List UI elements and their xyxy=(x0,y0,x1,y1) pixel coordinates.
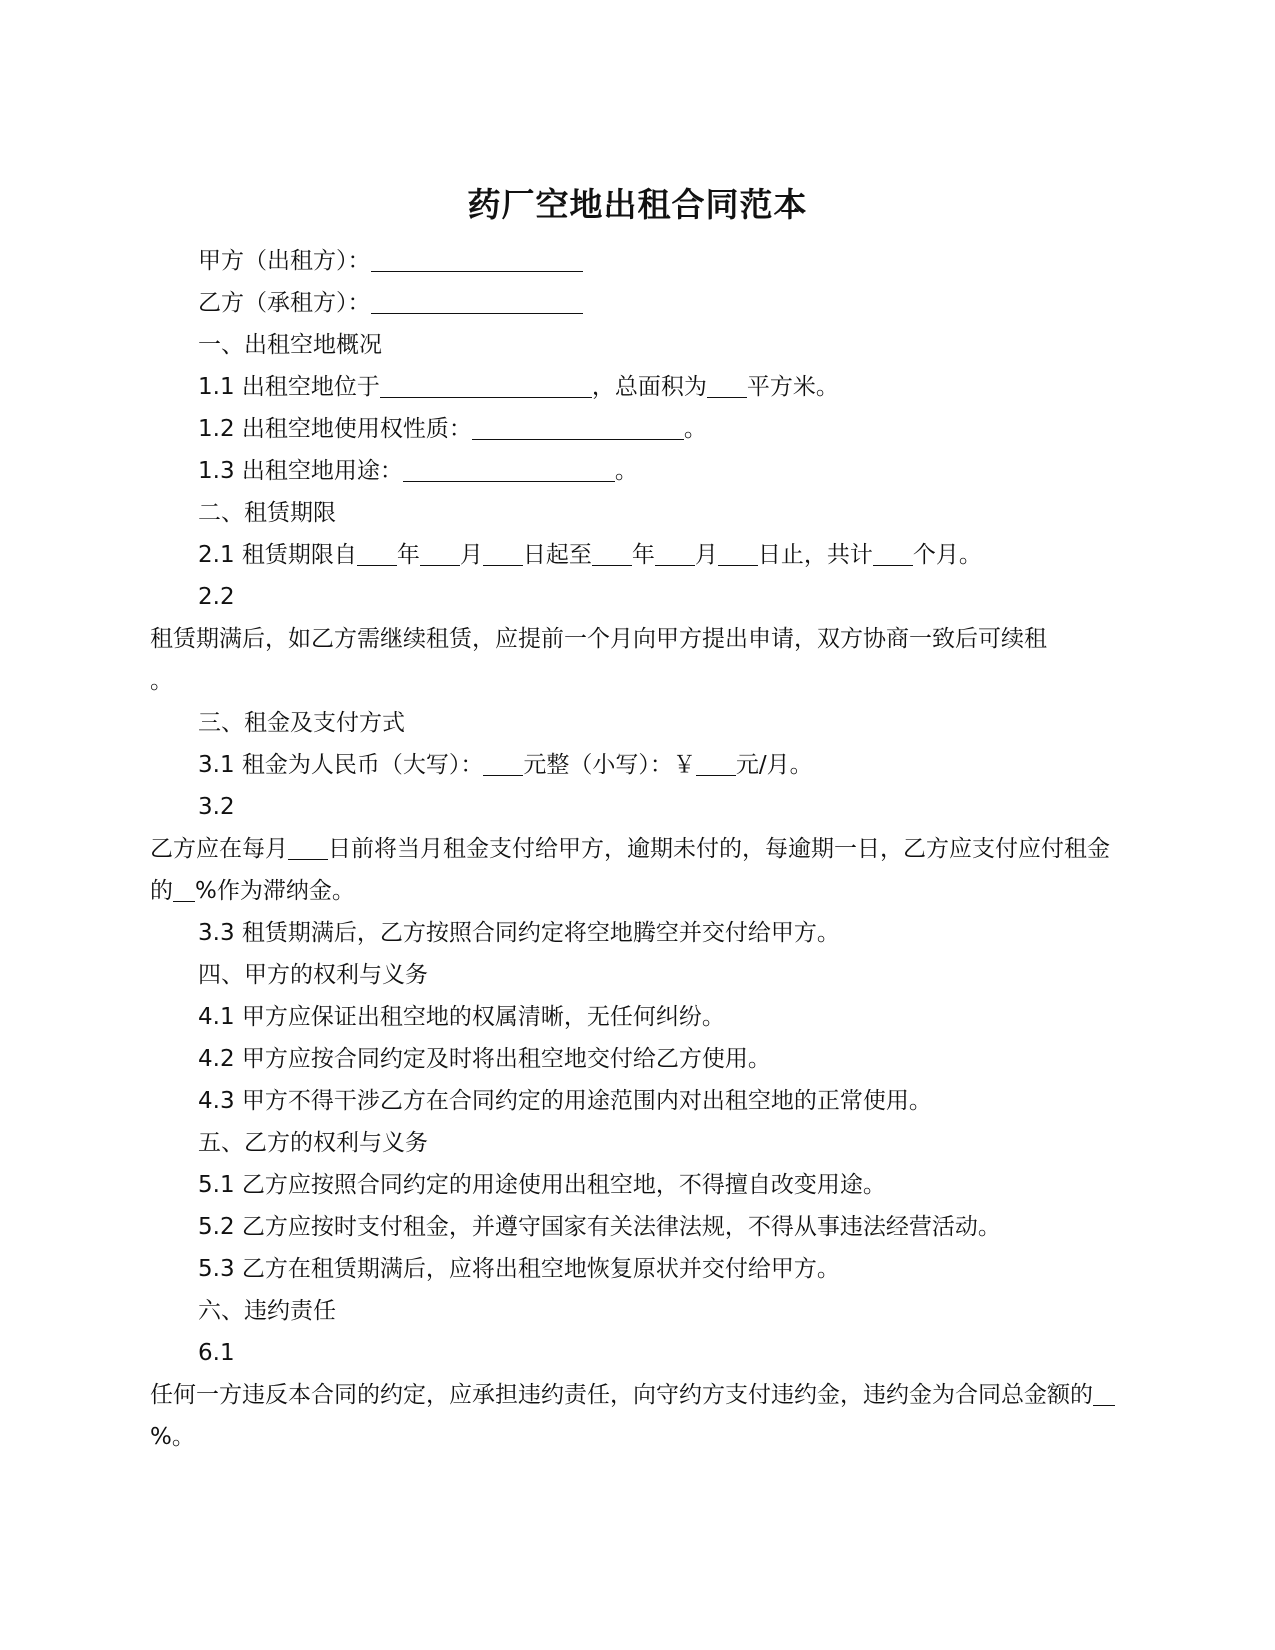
section-3-heading: 三、租金及支付方式 xyxy=(198,710,405,736)
clause-2-2-end: 。 xyxy=(150,668,173,694)
late-fee-blank xyxy=(173,875,195,902)
party-b-label: 乙方（承租方）： xyxy=(198,290,371,316)
penalty-blank xyxy=(1093,1379,1115,1406)
party-b-line xyxy=(150,282,1130,324)
end-month-label: 月 xyxy=(694,542,718,568)
clause-3-1 xyxy=(150,744,1130,786)
clause-1-1-text-a: 1.1 出租空地位于 xyxy=(198,374,380,400)
section-2-heading: 二、租赁期限 xyxy=(198,500,336,526)
clause-4-3: 4.3 甲方不得干涉乙方在合同约定的用途范围内对出租空地的正常使用。 xyxy=(198,1088,932,1114)
start-day-blank xyxy=(483,539,523,566)
clause-4-1: 4.1 甲方应保证出租空地的权属清晰，无任何纠纷。 xyxy=(198,1004,725,1030)
contract-body xyxy=(150,240,1130,1458)
clause-5-2: 5.2 乙方应按时支付租金，并遵守国家有关法律法规，不得从事违法经营活动。 xyxy=(198,1214,1001,1240)
clause-2-2-text xyxy=(150,618,1130,702)
location-blank xyxy=(380,371,592,398)
clause-2-1-text-a: 2.1 租赁期限自 xyxy=(198,542,357,568)
end-year-label: 年 xyxy=(631,542,655,568)
clause-1-2 xyxy=(150,408,1130,450)
clause-1-1-text-b: ，总面积为 xyxy=(591,374,707,400)
start-year-label: 年 xyxy=(396,542,420,568)
clause-3-2-text-b: 日前将当月租金支付给甲方，逾期未付的，每逾期一日，乙方应支付应付租金的 xyxy=(150,836,1110,904)
clause-3-1-text-c: 元/月。 xyxy=(735,752,813,778)
end-year-blank xyxy=(592,539,632,566)
start-day-label: 日起至 xyxy=(522,542,592,568)
clause-5-1: 5.1 乙方应按照合同约定的用途使用出租空地，不得擅自改变用途。 xyxy=(198,1172,886,1198)
clause-3-2-number: 3.2 xyxy=(198,794,235,820)
section-5-heading: 五、乙方的权利与义务 xyxy=(198,1130,428,1156)
clause-1-3-text-a: 1.3 出租空地用途： xyxy=(198,458,403,484)
clause-1-1 xyxy=(150,366,1130,408)
clause-1-1-text-c: 平方米。 xyxy=(746,374,839,400)
section-4-heading: 四、甲方的权利与义务 xyxy=(198,962,428,988)
start-month-label: 月 xyxy=(459,542,483,568)
months-blank xyxy=(873,539,913,566)
clause-1-2-text-a: 1.2 出租空地使用权性质： xyxy=(198,416,472,442)
party-a-blank xyxy=(371,245,583,272)
section-6-heading: 六、违约责任 xyxy=(198,1298,336,1324)
clause-3-2-text-a: 乙方应在每月 xyxy=(150,836,288,862)
clause-3-1-text-a: 3.1 租金为人民币（大写）： xyxy=(198,752,484,778)
clause-4-2: 4.2 甲方应按合同约定及时将出租空地交付给乙方使用。 xyxy=(198,1046,771,1072)
clause-1-3-text-b: 。 xyxy=(614,458,638,484)
start-month-blank xyxy=(420,539,460,566)
clause-1-2-text-b: 。 xyxy=(683,416,707,442)
section-1-heading: 一、出租空地概况 xyxy=(198,332,382,358)
purpose-blank xyxy=(403,455,615,482)
clause-6-1-number: 6.1 xyxy=(198,1340,235,1366)
clause-3-3: 3.3 租赁期满后，乙方按照合同约定将空地腾空并交付给甲方。 xyxy=(198,920,840,946)
clause-2-1-end: 个月。 xyxy=(912,542,982,568)
party-a-label: 甲方（出租方）： xyxy=(198,248,371,274)
end-day-blank xyxy=(718,539,758,566)
end-day-label: 日止，共计 xyxy=(757,542,873,568)
party-b-blank xyxy=(371,287,583,314)
clause-3-2-text xyxy=(150,828,1130,912)
end-month-blank xyxy=(655,539,695,566)
document-title: 药厂空地出租合同范本 xyxy=(467,185,808,224)
clause-3-2-text-c: %作为滞纳金。 xyxy=(195,878,355,904)
clause-1-3 xyxy=(150,450,1130,492)
use-right-blank xyxy=(472,413,684,440)
clause-6-1-text-a: 任何一方违反本合同的约定，应承担违约责任，向守约方支付违约金，违约金为合同总金额的 xyxy=(150,1382,1093,1408)
clause-2-2-body: 租赁期满后，如乙方需继续租赁，应提前一个月向甲方提出申请，双方协商一致后可续租 xyxy=(150,626,1047,652)
clause-3-1-text-b: 元整（小写）：￥ xyxy=(523,752,696,778)
clause-2-1 xyxy=(150,534,1130,576)
party-a-line xyxy=(150,240,1130,282)
clause-5-3: 5.3 乙方在租赁期满后，应将出租空地恢复原状并交付给甲方。 xyxy=(198,1256,840,1282)
clause-6-1-text xyxy=(150,1374,1130,1458)
clause-2-2-number: 2.2 xyxy=(198,584,235,610)
area-blank xyxy=(707,371,747,398)
rent-words-blank xyxy=(483,749,523,776)
clause-6-1-text-b: %。 xyxy=(150,1424,195,1450)
start-year-blank xyxy=(357,539,397,566)
payment-day-blank xyxy=(288,833,328,860)
rent-figure-blank xyxy=(696,749,736,776)
